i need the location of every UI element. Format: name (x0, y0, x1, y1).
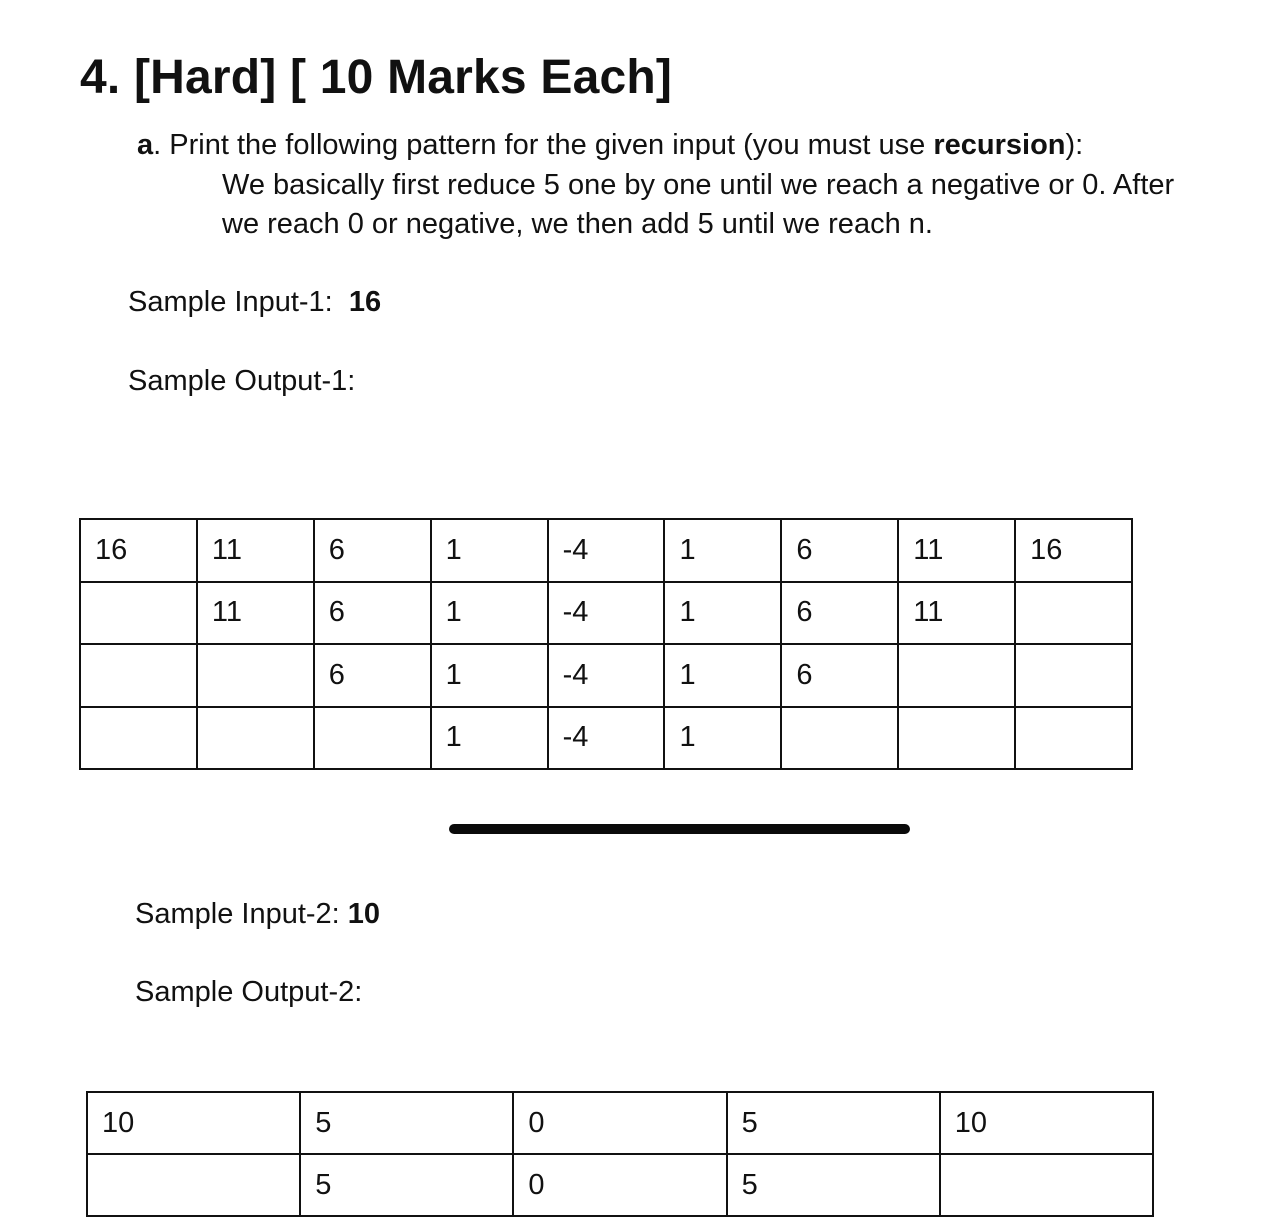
sample-input-1-value: 16 (348, 286, 382, 318)
explanation-line-2: we reach 0 or negative, we then add 5 until we reach n. (222, 208, 933, 240)
table-cell (1015, 707, 1132, 770)
table-cell: 1 (431, 644, 548, 707)
table-cell (197, 644, 314, 707)
instruction-suffix: ): (1065, 129, 1084, 161)
table-cell: 16 (1015, 519, 1132, 582)
table-cell: -4 (548, 519, 665, 582)
table-cell (314, 707, 431, 770)
table-cell (781, 707, 898, 770)
table-cell (898, 644, 1015, 707)
sample-output-1-label: Sample Output-1: (128, 365, 356, 397)
table-cell: 1 (664, 707, 781, 770)
sample-input-2-label: Sample Input-2: (135, 898, 340, 930)
table-cell: 6 (314, 644, 431, 707)
table-cell: 10 (940, 1092, 1153, 1154)
table-cell: 1 (431, 519, 548, 582)
table-cell (1015, 644, 1132, 707)
instruction-text: . Print the following pattern for the given input (you must use (153, 129, 934, 161)
sample-input-2 (135, 895, 380, 933)
table-cell: 5 (300, 1092, 513, 1154)
table-cell (87, 1154, 300, 1216)
table-cell: -4 (548, 707, 665, 770)
question-instruction (137, 126, 1083, 164)
table-cell: 0 (513, 1092, 726, 1154)
sample-input-2-value: 10 (347, 898, 381, 930)
table-cell: 6 (781, 519, 898, 582)
table-cell (898, 707, 1015, 770)
table-cell: -4 (548, 582, 665, 645)
table-cell: 6 (314, 519, 431, 582)
table-cell: 1 (664, 582, 781, 645)
table-cell: 11 (197, 582, 314, 645)
table-cell: 5 (300, 1154, 513, 1216)
table-cell: -4 (548, 644, 665, 707)
table-cell (80, 707, 197, 770)
explanation-line-1: We basically first reduce 5 one by one until we reach a negative or 0. After (222, 169, 1175, 201)
table-row (87, 1154, 1153, 1216)
sample-input-1 (128, 283, 381, 321)
table-cell (80, 644, 197, 707)
table-cell: 5 (727, 1092, 940, 1154)
table-cell (80, 582, 197, 645)
sample-output-1-table (79, 518, 1133, 770)
table-row (80, 644, 1132, 707)
table-row (87, 1092, 1153, 1154)
table-cell: 1 (664, 519, 781, 582)
table-row (80, 707, 1132, 770)
table-cell: 6 (781, 644, 898, 707)
instruction-keyword: recursion (933, 129, 1066, 161)
section-divider (449, 824, 910, 834)
table-cell: 0 (513, 1154, 726, 1216)
table-cell: 5 (727, 1154, 940, 1216)
table-cell: 1 (431, 582, 548, 645)
table-cell (940, 1154, 1153, 1216)
table-cell: 11 (197, 519, 314, 582)
table-cell: 11 (898, 519, 1015, 582)
table-row (80, 582, 1132, 645)
table-cell: 1 (431, 707, 548, 770)
table-cell: 1 (664, 644, 781, 707)
question-heading: 4. [Hard] [ 10 Marks Each] (80, 51, 673, 104)
table-cell: 6 (314, 582, 431, 645)
sample-output-2-table (86, 1091, 1154, 1217)
part-label: a (137, 129, 154, 161)
sample-input-1-label: Sample Input-1: (128, 286, 333, 318)
table-cell: 6 (781, 582, 898, 645)
table-cell (197, 707, 314, 770)
table-cell: 11 (898, 582, 1015, 645)
table-cell: 16 (80, 519, 197, 582)
table-cell: 10 (87, 1092, 300, 1154)
table-cell (1015, 582, 1132, 645)
sample-output-2-label: Sample Output-2: (135, 976, 363, 1008)
table-row (80, 519, 1132, 582)
